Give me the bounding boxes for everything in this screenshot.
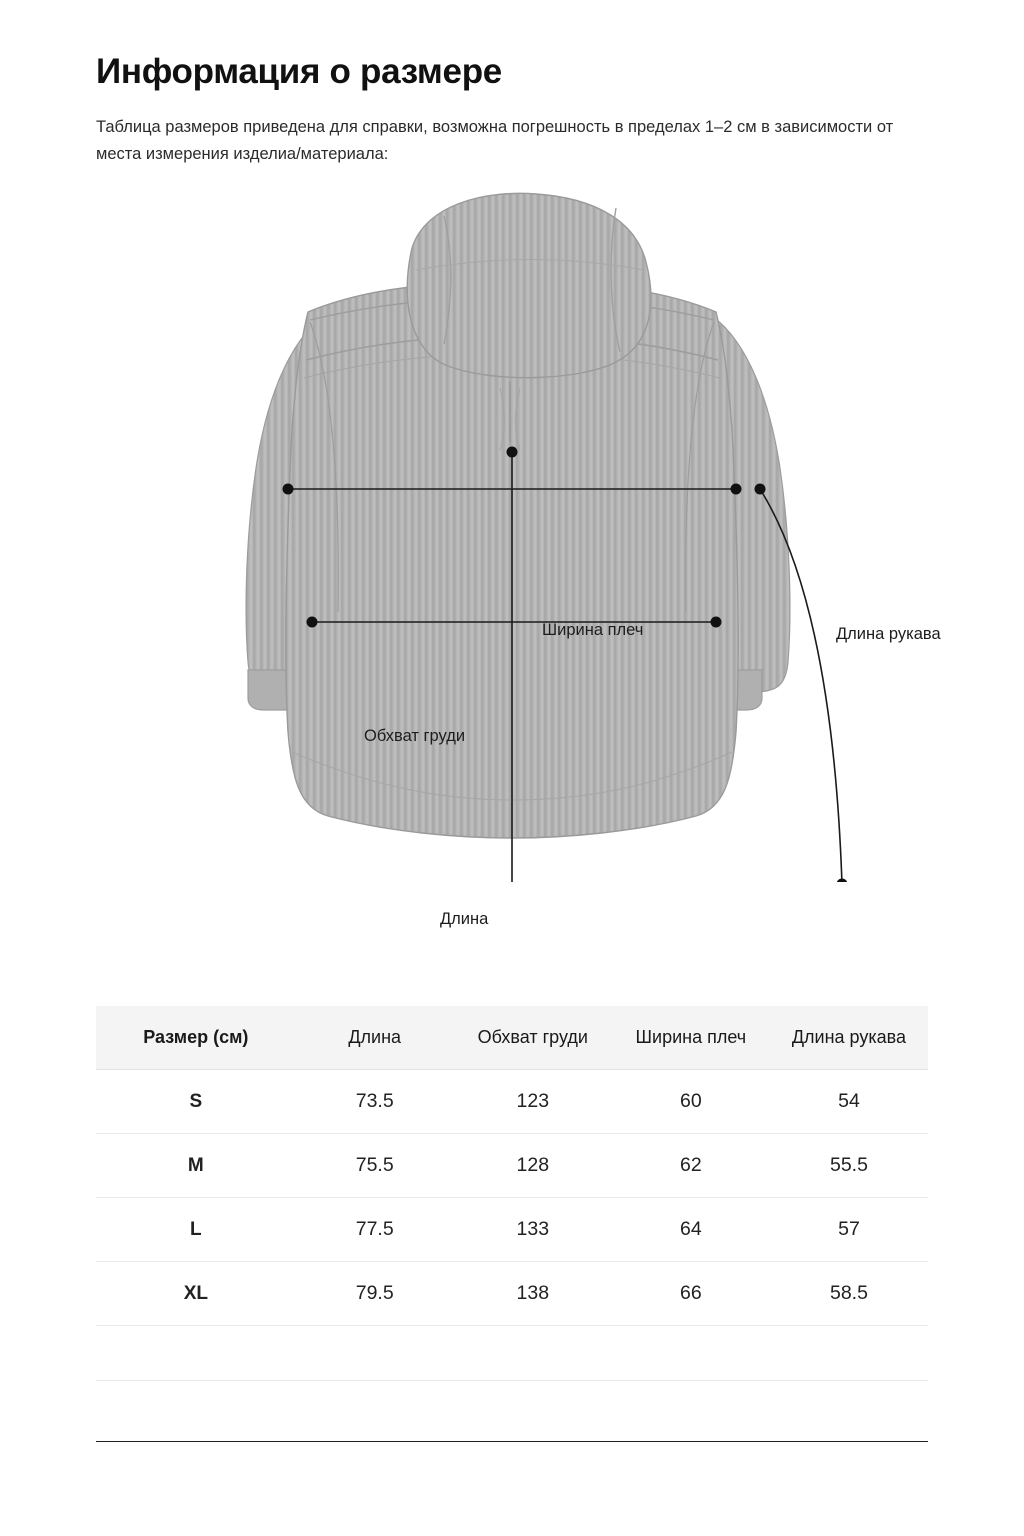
- intro-text: Таблица размеров приведена для справки, возможна погрешность в пределах 1–2 см в зависимости от места измерения изделиа/материала:: [96, 118, 894, 164]
- cell-sleeve: 55.5: [770, 1134, 928, 1198]
- garment-measurement-diagram: [96, 192, 941, 929]
- cell-chest: 123: [454, 1070, 612, 1134]
- garment-illustration: [96, 192, 928, 882]
- cell-size: L: [96, 1198, 296, 1262]
- column-header-shoulder: Ширина плеч: [612, 1006, 770, 1070]
- cell-size: M: [96, 1134, 296, 1198]
- label-length: Длина: [440, 910, 489, 929]
- cell-chest: 133: [454, 1198, 612, 1262]
- cell-chest: 138: [454, 1262, 612, 1326]
- cell-length: 75.5: [296, 1134, 454, 1198]
- column-header-length: Длина: [296, 1006, 454, 1070]
- label-chest: Обхват груди: [364, 727, 466, 746]
- table-row: [96, 1070, 928, 1134]
- table-row: [96, 1262, 928, 1326]
- empty-row: [96, 1320, 928, 1381]
- cell-shoulder: 60: [612, 1070, 770, 1134]
- cell-length: 77.5: [296, 1198, 454, 1262]
- cell-shoulder: 66: [612, 1262, 770, 1326]
- size-chart-table: [96, 1006, 928, 1326]
- page-title: Информация о размере: [96, 52, 502, 91]
- table-header-row: [96, 1006, 928, 1070]
- label-shoulder-width: Ширина плеч: [542, 621, 644, 640]
- empty-row: [96, 1381, 928, 1442]
- label-sleeve-length: Длина рукава: [836, 625, 941, 644]
- cell-sleeve: 54: [770, 1070, 928, 1134]
- column-header-chest: Обхват груди: [454, 1006, 612, 1070]
- cell-shoulder: 64: [612, 1198, 770, 1262]
- column-header-sleeve: Длина рукава: [770, 1006, 928, 1070]
- cell-sleeve: 57: [770, 1198, 928, 1262]
- cell-chest: 128: [454, 1134, 612, 1198]
- cell-shoulder: 62: [612, 1134, 770, 1198]
- cell-sleeve: 58.5: [770, 1262, 928, 1326]
- cell-size: XL: [96, 1262, 296, 1326]
- table-empty-rows: [96, 1320, 928, 1442]
- table-row: [96, 1134, 928, 1198]
- table-row: [96, 1198, 928, 1262]
- cell-length: 79.5: [296, 1262, 454, 1326]
- cell-size: S: [96, 1070, 296, 1134]
- column-header-size: Размер (см): [96, 1006, 296, 1070]
- cell-length: 73.5: [296, 1070, 454, 1134]
